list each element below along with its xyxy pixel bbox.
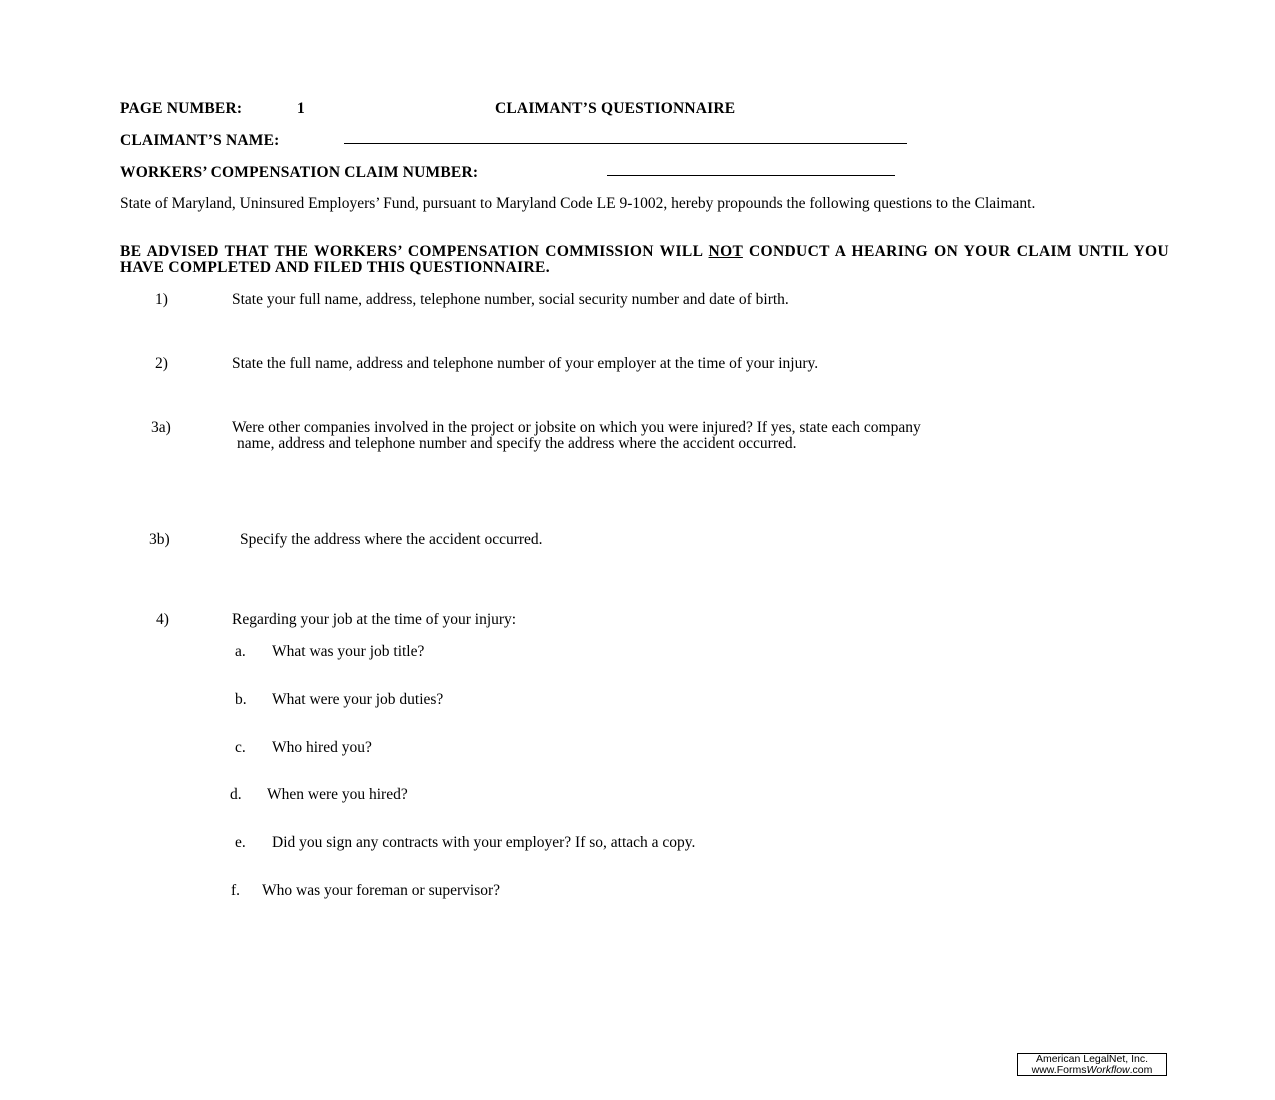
question-number: 4) <box>156 611 169 628</box>
question-text: Regarding your job at the time of your injury: <box>232 611 517 628</box>
page-title: CLAIMANT’S QUESTIONNAIRE <box>495 100 736 117</box>
question-text: name, address and telephone number and specify the address where the accident occurred. <box>237 435 797 452</box>
sub-question-text: Who was your foreman or supervisor? <box>262 882 501 899</box>
question-number: 2) <box>155 355 168 372</box>
sub-question-letter: f. <box>231 882 241 899</box>
sub-question-text: Did you sign any contracts with your employer? If so, attach a copy. <box>272 834 696 851</box>
claim-number-field[interactable] <box>607 175 895 176</box>
question-number: 3b) <box>149 531 170 548</box>
warning-text-before: BE ADVISED THAT THE WORKERS’ COMPENSATION COMMISSION WILL <box>120 243 709 260</box>
warning-not: NOT <box>708 243 743 260</box>
sub-question-letter: e. <box>235 834 246 851</box>
sub-question-text: What were your job duties? <box>272 691 444 708</box>
sub-question-text: When were you hired? <box>267 786 408 803</box>
question-text: Were other companies involved in the project or jobsite on which you were injured? If yes, state each company <box>232 419 921 436</box>
page-number-label: PAGE NUMBER: <box>120 100 243 117</box>
question-text: Specify the address where the accident occurred. <box>240 531 543 548</box>
claimant-name-field[interactable] <box>344 143 907 144</box>
sub-question-letter: a. <box>235 643 246 660</box>
sub-question-letter: d. <box>230 786 242 803</box>
warning-text-after: CONDUCT A HEARING ON YOUR CLAIM UNTIL YOU HAVE COMPLETED AND FILED THIS QUESTIONNAIRE. <box>120 243 1170 276</box>
sub-question-text: What was your job title? <box>272 643 425 660</box>
claimant-name-label: CLAIMANT’S NAME: <box>120 132 280 149</box>
logo-line-1: American LegalNet, Inc. <box>1035 1053 1149 1065</box>
question-number: 1) <box>155 291 168 308</box>
sub-question-text: Who hired you? <box>272 739 372 756</box>
claim-number-label: WORKERS’ COMPENSATION CLAIM NUMBER: <box>120 164 479 181</box>
question-number: 3a) <box>151 419 171 436</box>
logo-line-2: www.FormsWorkflow.com <box>1031 1064 1153 1076</box>
american-legalnet-logo <box>1017 1053 1167 1076</box>
page-number-value: 1 <box>297 100 305 117</box>
intro-paragraph: State of Maryland, Uninsured Employers’ Fund, pursuant to Maryland Code LE 9-1002, hereby propounds the following questions to the Claimant. <box>120 195 1036 212</box>
question-text: State your full name, address, telephone number, social security number and date of birth. <box>232 291 789 308</box>
warning-paragraph <box>120 244 1169 276</box>
sub-question-letter: c. <box>235 739 246 756</box>
sub-question-letter: b. <box>235 691 247 708</box>
question-text: State the full name, address and telephone number of your employer at the time of your injury. <box>232 355 819 372</box>
